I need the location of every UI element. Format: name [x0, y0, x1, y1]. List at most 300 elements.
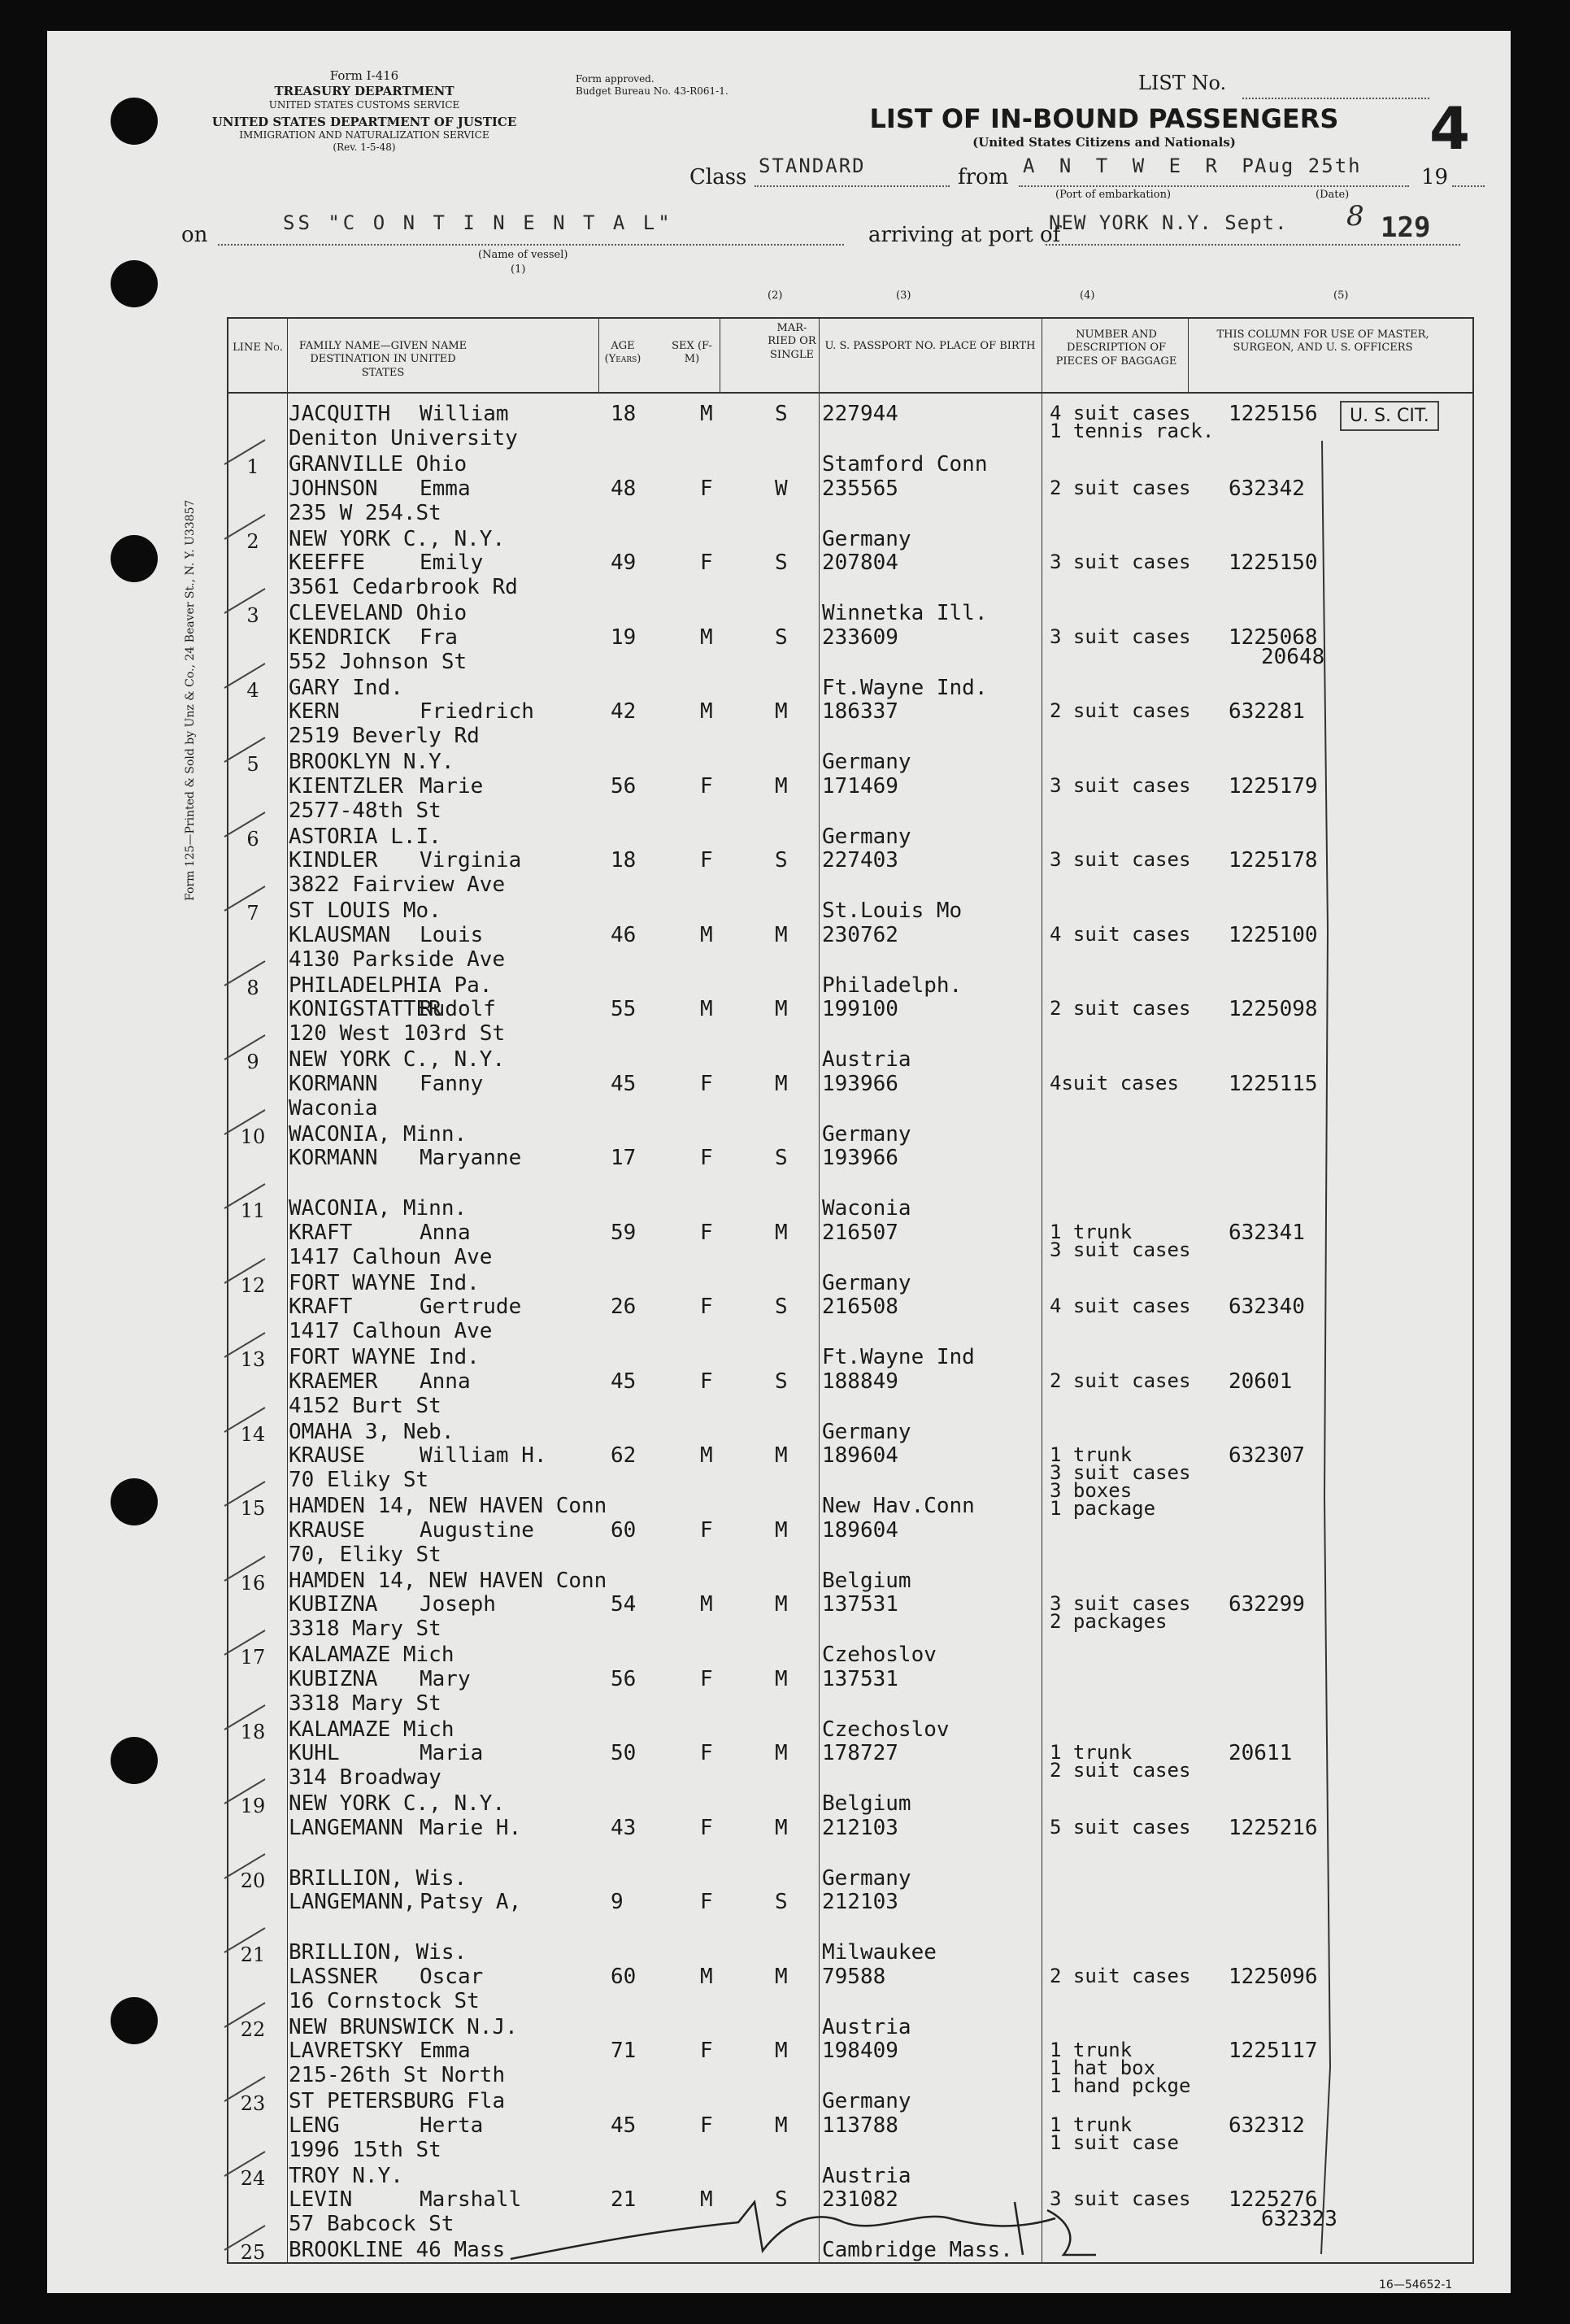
age: 45: [611, 2113, 637, 2138]
check-mark: [220, 882, 269, 915]
check-mark: [220, 436, 269, 468]
age: 59: [611, 1220, 637, 1245]
passport-number: 178727: [822, 1741, 898, 1765]
officer-number: 1225216: [1229, 1815, 1318, 1840]
given-name: Patsy A,: [420, 1890, 522, 1914]
address: 1417 Calhoun Ave: [289, 1244, 493, 1269]
officer-number: 1225150: [1229, 551, 1318, 575]
baggage-line: 1 trunk: [1050, 1220, 1133, 1243]
line-number: 23: [240, 2092, 266, 2115]
age: 60: [611, 1964, 637, 1989]
marital-status: M: [775, 1592, 788, 1617]
address: Deniton University: [289, 426, 518, 450]
given-name: Herta: [420, 2113, 484, 2138]
vessel-rule: [218, 244, 844, 246]
line-number: 14: [240, 1422, 266, 1446]
from-rule: [1019, 185, 1409, 187]
approval-block: [576, 73, 728, 98]
passport-number: 199100: [822, 997, 898, 1021]
sex: F: [700, 1666, 713, 1691]
address: 3561 Cedarbrook Rd: [289, 575, 518, 599]
baggage-line: 3 suit cases: [1050, 1238, 1191, 1261]
baggage-line: 3 suit cases: [1050, 773, 1191, 797]
surname: KUBIZNA: [289, 1666, 378, 1691]
address: 57 Babcock St: [289, 2212, 454, 2236]
officer-number: 1225098: [1229, 997, 1318, 1021]
address: 1996 15th St: [289, 2137, 441, 2162]
surname: KRAFT: [289, 1220, 353, 1245]
given-name: Rudolf: [420, 997, 496, 1021]
passport-number: 189604: [822, 1443, 898, 1468]
destination: FORT WAYNE Ind.: [289, 1270, 480, 1295]
binder-hole: [111, 1478, 158, 1525]
given-name: Fanny: [420, 1071, 484, 1096]
destination: OMAHA 3, Neb.: [289, 1419, 454, 1444]
sex: F: [700, 773, 713, 799]
sex: M: [700, 997, 713, 1021]
given-name: Augustine: [420, 1517, 534, 1543]
surname: KRAFT: [289, 1295, 353, 1319]
check-mark: [220, 1478, 269, 1510]
surname: LEVIN: [289, 2187, 353, 2212]
place-of-birth: Czechoslov: [822, 1717, 950, 1742]
on-label: on: [181, 223, 208, 247]
destination: WACONIA, Minn.: [289, 1121, 468, 1147]
marital-status: M: [775, 1964, 788, 1989]
check-mark: [220, 1999, 269, 2031]
class-label: Class: [689, 165, 747, 189]
marital-status: M: [775, 997, 788, 1021]
sex: F: [700, 848, 713, 873]
form-approved: Form approved.: [576, 73, 655, 85]
surname: KIENTZLER: [289, 773, 403, 799]
age: 54: [611, 1592, 637, 1617]
officer-number: 632342: [1229, 476, 1305, 501]
passport-number: 137531: [822, 1592, 898, 1617]
check-mark: [220, 1404, 269, 1436]
age: 17: [611, 1146, 637, 1170]
surname: LENG: [289, 2113, 340, 2138]
form-number: Form I-416: [329, 68, 399, 83]
destination: NEW YORK C., N.Y.: [289, 1047, 506, 1072]
surname: KUBIZNA: [289, 1592, 378, 1617]
officer-number: 632341: [1229, 1220, 1305, 1245]
place-of-birth: St.Louis Mo: [822, 899, 963, 923]
line-number: 13: [240, 1348, 266, 1371]
place-of-birth: Austria: [822, 1047, 911, 1072]
check-mark: [220, 1850, 269, 1882]
given-name: Emma: [420, 476, 471, 501]
vessel-name: SS "C O N T I N E N T A L": [283, 211, 673, 234]
baggage-line: 1 package: [1050, 1497, 1156, 1520]
column-divider: [287, 319, 288, 2262]
sex: M: [700, 625, 713, 650]
officer-number: 20648: [1261, 644, 1325, 669]
check-mark: [220, 1701, 269, 1734]
marital-status: M: [775, 1220, 788, 1245]
embarkation-date: Aug 25th: [1255, 154, 1362, 177]
from-label: from: [958, 165, 1009, 189]
passport-number: 171469: [822, 773, 898, 799]
place-of-birth: Winnetka Ill.: [822, 601, 988, 625]
age: 62: [611, 1443, 637, 1468]
passport-number: 235565: [822, 476, 898, 501]
sex: F: [700, 476, 713, 501]
line-number: 6: [246, 827, 259, 851]
marital-status: S: [775, 625, 788, 650]
marital-status: M: [775, 1517, 788, 1543]
check-mark: [220, 1106, 269, 1138]
baggage-line: 2 suit cases: [1050, 1759, 1191, 1782]
line-number: 4: [246, 678, 259, 702]
baggage-line: 2 suit cases: [1050, 997, 1191, 1020]
vessel-caption: (Name of vessel): [478, 249, 568, 261]
address: 2519 Beverly Rd: [289, 724, 480, 748]
line-number: 1: [246, 455, 259, 478]
marital-status: S: [775, 2187, 788, 2212]
sex: F: [700, 1146, 713, 1170]
list-number: 4: [1429, 94, 1471, 163]
surname: KUHL: [289, 1741, 340, 1765]
destination: BRILLION, Wis.: [289, 1865, 468, 1891]
line-number: 12: [240, 1273, 266, 1297]
place-of-birth: Milwaukee: [822, 1940, 937, 1965]
sex: F: [700, 551, 713, 575]
list-number-rule: [1242, 98, 1429, 99]
line-number: 3: [246, 604, 259, 627]
line-number: 19: [240, 1795, 266, 1817]
place-of-birth: Austria: [822, 2014, 911, 2039]
destination: KALAMAZE Mich: [289, 1643, 454, 1667]
destination: BRILLION, Wis.: [289, 1940, 468, 1965]
surname: JOHNSON: [289, 476, 378, 501]
column-number-5: (5): [1333, 289, 1349, 302]
marital-status: M: [775, 922, 788, 947]
destination: GARY Ind.: [289, 675, 403, 700]
age: 9: [611, 1890, 624, 1914]
binder-hole: [111, 98, 158, 145]
destination: FORT WAYNE Ind.: [289, 1345, 480, 1369]
check-mark: [220, 733, 269, 766]
destination: ST LOUIS Mo.: [289, 899, 441, 923]
line-number: 18: [240, 1720, 266, 1743]
budget-bureau: Budget Bureau No. 43-R061-1.: [576, 85, 728, 97]
surname: KORMANN: [289, 1146, 378, 1170]
check-mark: [220, 957, 269, 990]
printer-imprint: Form 125—Printed & Sold by Unz & Co., 24 Beaver St., N. Y. U33857: [184, 499, 197, 901]
marital-status: S: [775, 848, 788, 873]
sex: M: [700, 922, 713, 947]
officer-number: 632312: [1229, 2113, 1305, 2138]
given-name: William H.: [420, 1443, 547, 1468]
place-of-birth: Germany: [822, 526, 911, 551]
arrival-port: NEW YORK N.Y. Sept.: [1049, 211, 1288, 234]
marital-status: M: [775, 1666, 788, 1691]
age: 18: [611, 402, 637, 426]
column-number-3: (3): [896, 289, 911, 302]
passport-number: 233609: [822, 625, 898, 650]
sex: M: [700, 2187, 713, 2212]
surname: JACQUITH: [289, 402, 391, 426]
baggage-line: 5 suit cases: [1050, 1815, 1191, 1839]
surname: KERN: [289, 699, 340, 724]
marital-status: M: [775, 2039, 788, 2063]
surname: KINDLER: [289, 848, 378, 873]
baggage-line: 2 suit cases: [1050, 1369, 1191, 1392]
baggage-line: 1 trunk: [1050, 1741, 1133, 1764]
marital-status: S: [775, 1369, 788, 1394]
embarkation-port: A N T W E R P: [1023, 154, 1260, 177]
destination: HAMDEN 14, NEW HAVEN Conn: [289, 1568, 607, 1593]
baggage-line: 3 suit cases: [1050, 2187, 1191, 2210]
officer-number: 1225178: [1229, 848, 1318, 873]
check-mark: [220, 1031, 269, 1064]
baggage-line: 3 suit cases: [1050, 1592, 1191, 1615]
arrival-rule: [1046, 244, 1460, 246]
sex: F: [700, 1890, 713, 1914]
officer-number: 1225068: [1229, 625, 1318, 650]
age: 21: [611, 2187, 637, 2212]
baggage-line: 1 trunk: [1050, 1443, 1133, 1466]
age: 19: [611, 625, 637, 650]
officer-check-line: [1285, 441, 1342, 2262]
justice-department: UNITED STATES DEPARTMENT OF JUSTICE: [211, 114, 517, 129]
check-mark: [220, 1775, 269, 1808]
place-of-birth: Belgium: [822, 1568, 911, 1593]
officer-number: 20611: [1229, 1741, 1293, 1765]
officer-number: 1225179: [1229, 773, 1318, 799]
passport-number: 113788: [822, 2113, 898, 2138]
passport-number: 186337: [822, 699, 898, 724]
revision-date: (Rev. 1-5-48): [333, 141, 396, 154]
place-of-birth: New Hav.Conn: [822, 1494, 975, 1518]
place-of-birth: Germany: [822, 1270, 911, 1295]
column-number-4: (4): [1080, 289, 1095, 302]
passport-number: 198409: [822, 2039, 898, 2063]
column-number-1: (1): [511, 263, 526, 276]
year-rule: [1452, 185, 1485, 187]
baggage-line: 2 suit cases: [1050, 476, 1191, 499]
given-name: Fra: [420, 625, 458, 650]
officer-number: 632307: [1229, 1443, 1305, 1468]
us-citizen-stamp: U. S. CIT.: [1340, 401, 1439, 431]
sex: F: [700, 1741, 713, 1765]
baggage-line: 4 suit cases: [1050, 1295, 1191, 1317]
given-name: Oscar: [420, 1964, 484, 1989]
destination: BROOKLINE 46 Mass: [289, 2238, 506, 2262]
place-of-birth: Philadelph.: [822, 973, 963, 998]
destination: PHILADELPHIA Pa.: [289, 973, 493, 998]
line-number: 5: [246, 753, 259, 776]
line-number: 2: [246, 529, 259, 553]
passport-number: 227944: [822, 402, 898, 426]
title-block: [860, 102, 1348, 150]
sex: F: [700, 1369, 713, 1394]
column-divider: [1188, 319, 1189, 392]
check-mark: [220, 1329, 269, 1361]
check-mark: [220, 585, 269, 617]
baggage-line: 4suit cases: [1050, 1071, 1179, 1095]
surname: LASSNER: [289, 1964, 378, 1989]
marital-status: M: [775, 773, 788, 799]
place-of-birth: Cambridge Mass.: [822, 2238, 1013, 2262]
line-number: 7: [246, 902, 259, 925]
baggage-line: 1 tennis rack.: [1050, 420, 1215, 442]
surname: LANGEMANN: [289, 1815, 403, 1840]
age: 50: [611, 1741, 637, 1765]
age: 26: [611, 1295, 637, 1319]
given-name: Mary: [420, 1666, 471, 1691]
given-name: Maria: [420, 1741, 484, 1765]
sex: F: [700, 1295, 713, 1319]
line-number: 16: [240, 1571, 266, 1595]
baggage-line: 1 hat box: [1050, 2056, 1156, 2079]
line-number: 9: [246, 1051, 259, 1073]
marital-status: M: [775, 1443, 788, 1468]
address: 70, Eliky St: [289, 1542, 441, 1567]
date-caption: (Date): [1316, 189, 1350, 201]
place-of-birth: Waconia: [822, 1196, 911, 1221]
check-mark: [220, 2148, 269, 2180]
marital-status: S: [775, 1890, 788, 1914]
given-name: Joseph: [420, 1592, 496, 1617]
passport-number: 189604: [822, 1517, 898, 1543]
sex: F: [700, 2113, 713, 2138]
header-passport: U. S. PASSPORT NO. PLACE OF BIRTH: [824, 340, 1036, 352]
header-married: MAR-RIED OR SINGLE: [768, 322, 816, 361]
line-number: 8: [246, 976, 259, 999]
marital-status: M: [775, 699, 788, 724]
passport-number: 79588: [822, 1964, 886, 1989]
age: 49: [611, 551, 637, 575]
place-of-birth: Ft.Wayne Ind: [822, 1345, 975, 1369]
passport-number: 231082: [822, 2187, 898, 2212]
class-value: STANDARD: [759, 154, 866, 177]
officer-number: 1225117: [1229, 2039, 1318, 2063]
address: 4152 Burt St: [289, 1393, 441, 1418]
place-of-birth: Ft.Wayne Ind.: [822, 675, 988, 700]
check-mark: [220, 659, 269, 692]
surname: KORMANN: [289, 1071, 378, 1096]
surname: LANGEMANN,: [289, 1890, 416, 1914]
agency-header: [202, 68, 527, 154]
place-of-birth: Germany: [822, 1865, 911, 1891]
arriving-label: arriving at port of: [868, 223, 1061, 247]
marital-status: W: [775, 476, 788, 501]
destination: BROOKLYN N.Y.: [289, 750, 454, 774]
destination: GRANVILLE Ohio: [289, 452, 468, 477]
surname: KRAUSE: [289, 1517, 365, 1543]
binder-hole: [111, 1997, 158, 2044]
marital-status: S: [775, 1295, 788, 1319]
address: 215-26th St North: [289, 2063, 506, 2087]
binder-hole: [111, 260, 158, 307]
age: 46: [611, 922, 637, 947]
baggage-line: 3 suit cases: [1050, 848, 1191, 871]
destination: ST PETERSBURG Fla: [289, 2089, 506, 2113]
given-name: Marshall: [420, 2187, 522, 2212]
marital-status: S: [775, 402, 788, 426]
address: 2577-48th St: [289, 798, 441, 823]
age: 48: [611, 476, 637, 501]
immigration-service: IMMIGRATION AND NATURALIZATION SERVICE: [239, 129, 489, 141]
line-number: 22: [240, 2017, 266, 2041]
officer-number: 20601: [1229, 1369, 1293, 1394]
given-name: Emily: [420, 551, 484, 575]
form-print-code: 16—54652-1: [1379, 2278, 1453, 2291]
sex: M: [700, 1964, 713, 1989]
officer-number: 1225096: [1229, 1964, 1318, 1989]
sex: M: [700, 1592, 713, 1617]
marital-status: M: [775, 2113, 788, 2138]
address: Waconia: [289, 1095, 378, 1121]
given-name: Marie H.: [420, 1815, 522, 1840]
baggage-line: 4 suit cases: [1050, 402, 1191, 424]
surname: KLAUSMAN: [289, 922, 391, 947]
place-of-birth: Germany: [822, 2089, 911, 2113]
marital-status: M: [775, 1071, 788, 1096]
officer-signature: [494, 2186, 1145, 2275]
destination: WACONIA, Minn.: [289, 1196, 468, 1221]
sex: M: [700, 1443, 713, 1468]
given-name: Virginia: [420, 848, 522, 873]
check-mark: [220, 1180, 269, 1212]
place-of-birth: Germany: [822, 1121, 911, 1147]
given-name: Marie: [420, 773, 484, 799]
surname: LAVRETSKY: [289, 2039, 403, 2063]
baggage-line: 1 hand pckge: [1050, 2074, 1191, 2097]
header-officers: THIS COLUMN FOR USE OF MASTER, SURGEON, AND U. S. OFFICERS: [1216, 329, 1429, 355]
header-divider: [228, 392, 1472, 394]
sex: F: [700, 2039, 713, 2063]
passport-number: 230762: [822, 922, 898, 947]
address: 70 Eliky St: [289, 1468, 429, 1492]
destination: HAMDEN 14, NEW HAVEN Conn: [289, 1494, 607, 1518]
age: 56: [611, 1666, 637, 1691]
page-subtitle: (United States Citizens and Nationals): [972, 135, 1236, 150]
page-title: LIST OF IN-BOUND PASSENGERS: [869, 103, 1339, 134]
check-mark: [220, 1924, 269, 1956]
given-name: Maryanne: [420, 1146, 522, 1170]
destination: NEW BRUNSWICK N.J.: [289, 2014, 518, 2039]
surname: KENDRICK: [289, 625, 391, 650]
list-number-label: LIST No.: [1138, 72, 1227, 94]
baggage-line: 4 suit cases: [1050, 922, 1191, 946]
address: 3822 Fairview Ave: [289, 873, 506, 897]
marital-status: S: [775, 1146, 788, 1170]
age: 45: [611, 1071, 637, 1096]
place-of-birth: Stamford Conn: [822, 452, 988, 477]
age: 42: [611, 699, 637, 724]
line-number: 21: [240, 1943, 266, 1966]
baggage-line: 3 suit cases: [1050, 1461, 1191, 1484]
sex: M: [700, 402, 713, 426]
baggage-line: 2 packages: [1050, 1610, 1168, 1633]
passport-number: 207804: [822, 551, 898, 575]
year-label: 19: [1421, 165, 1449, 189]
surname: KEEFFE: [289, 551, 365, 575]
age: 43: [611, 1815, 637, 1840]
surname: KRAUSE: [289, 1443, 365, 1468]
line-number: 11: [240, 1199, 266, 1222]
address: 235 W 254.St: [289, 500, 441, 525]
age: 60: [611, 1517, 637, 1543]
line-number: 15: [240, 1497, 266, 1520]
sex: M: [700, 699, 713, 724]
baggage-line: 2 suit cases: [1050, 699, 1191, 722]
address: 3318 Mary St: [289, 1617, 441, 1641]
given-name: William: [420, 402, 509, 426]
